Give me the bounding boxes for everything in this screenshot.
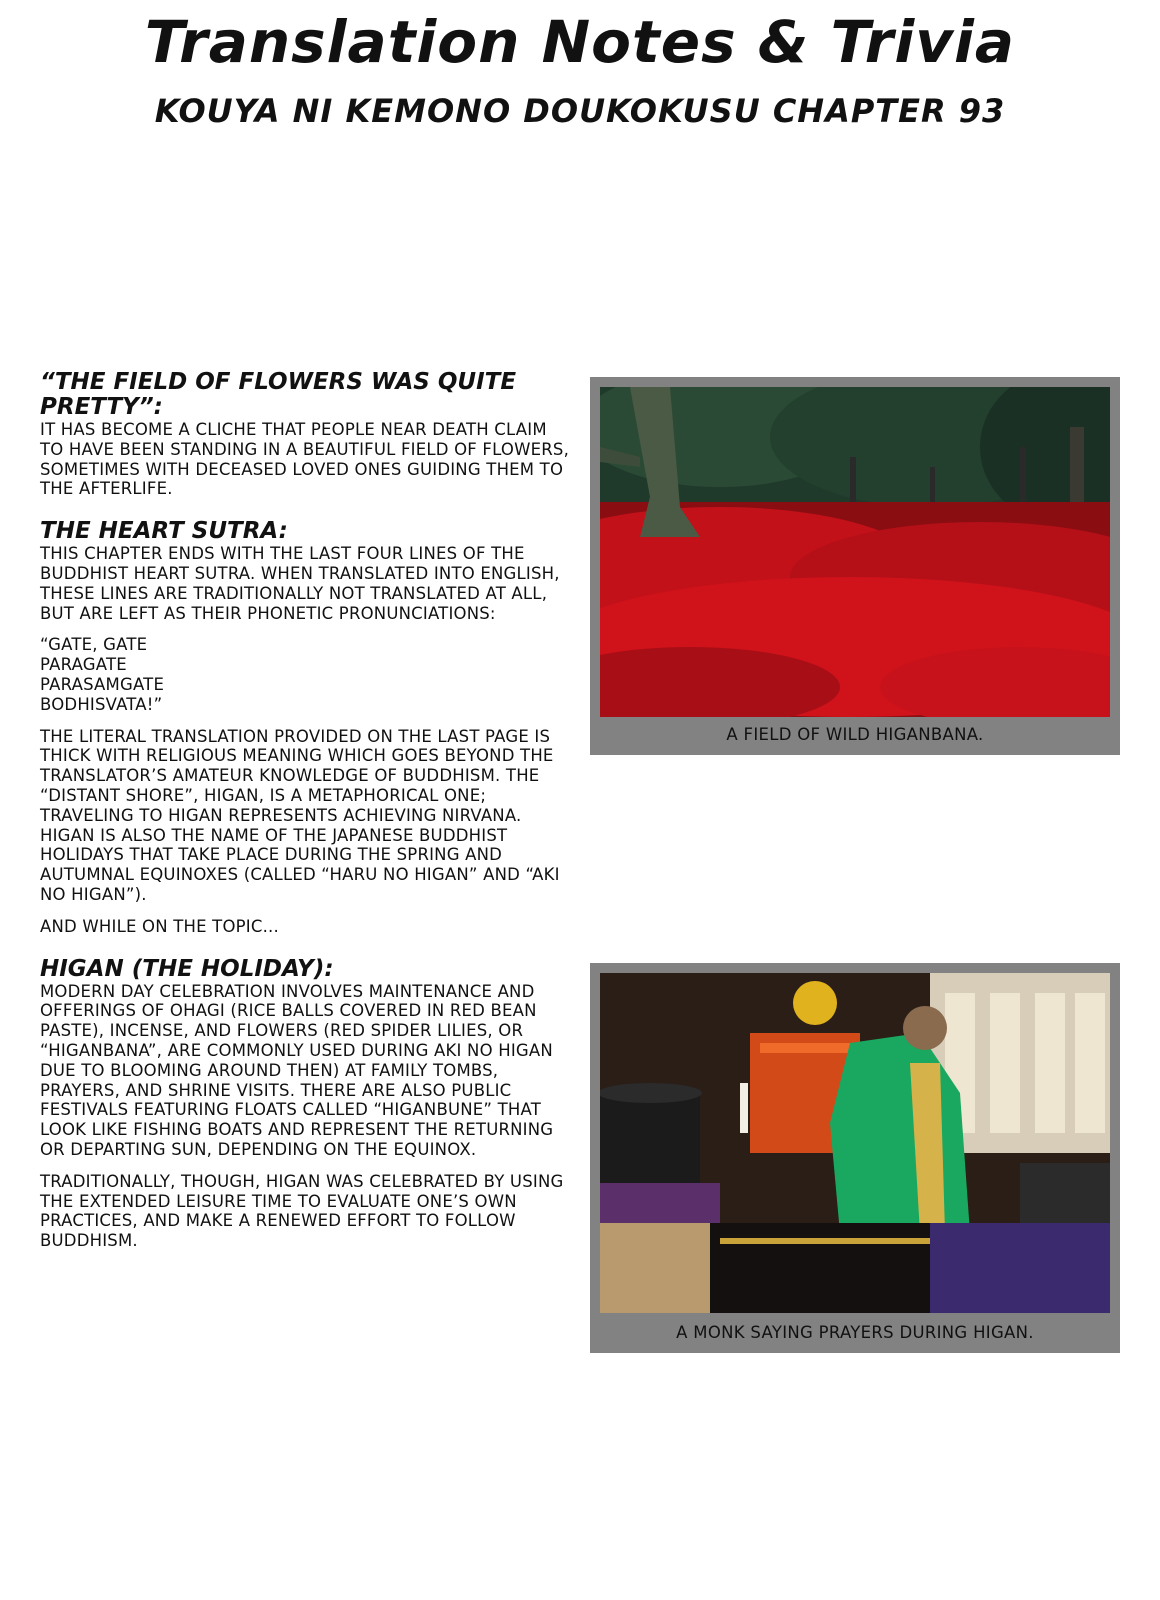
higanbana-field-photo bbox=[600, 387, 1110, 717]
verse-line: PARAGATE bbox=[40, 655, 127, 675]
figure-caption: A MONK SAYING PRAYERS DURING HIGAN. bbox=[676, 1323, 1034, 1342]
figure-higanbana-field bbox=[590, 377, 1120, 755]
notes-column bbox=[40, 370, 570, 1251]
monk-praying-photo bbox=[600, 973, 1110, 1313]
note-body-higan: MODERN DAY CELEBRATION INVOLVES MAINTENANCE AND OFFERINGS OF OHAGI (RICE BALLS COVERED IN RED BEAN PASTE), INCENSE, AND FLOWERS (RED SPIDER LILIES, OR “HIGANBANA”, ARE COMMONLY USED DURING AKI NO HIGAN DUE TO BLOOMING AROUND THEN) AT FAMILY TOMBS, PRAYERS, AND SHRINE VISITS. THERE ARE ALSO PUBLIC FESTIVALS FEATURING FLOATS CALLED “HIGANBUNE” THAT LOOK LIKE FISHING BOATS AND REPRESENT THE RETURNING OR DEPARTING SUN, DEPENDING ON THE EQUINOX. bbox=[40, 981, 554, 1159]
note-heading-higan: HIGAN (THE HOLIDAY): bbox=[40, 955, 334, 982]
figure-monk-praying bbox=[590, 963, 1120, 1353]
note-body-heart-sutra-3: AND WHILE ON THE TOPIC... bbox=[40, 916, 279, 936]
page-subtitle: KOUYA NI KEMONO DOUKOKUSU CHAPTER 93 bbox=[154, 92, 1006, 130]
note-body-field: IT HAS BECOME A CLICHE THAT PEOPLE NEAR DEATH CLAIM TO HAVE BEEN STANDING IN A BEAUTIFUL FIELD OF FLOWERS, SOMETIMES WITH DECEASED LOVED ONES GUIDING THEM TO THE AFTERLIFE. bbox=[40, 420, 570, 499]
verse-line: BODHISVATA!” bbox=[40, 694, 163, 714]
verse-line: “GATE, GATE bbox=[40, 635, 148, 655]
note-body-heart-sutra: THIS CHAPTER ENDS WITH THE LAST FOUR LINES OF THE BUDDHIST HEART SUTRA. WHEN TRANSLATED INTO ENGLISH, THESE LINES ARE TRADITIONALLY NOT TRANSLATED AT ALL, BUT ARE LEFT AS THEIR PHONETIC PRONUNCIATIONS: bbox=[40, 544, 560, 623]
verse-line: PARASAMGATE bbox=[40, 674, 165, 694]
figure-caption: A FIELD OF WILD HIGANBANA. bbox=[726, 725, 984, 744]
note-heading-field: “THE FIELD OF FLOWERS WAS QUITE PRETTY”: bbox=[40, 369, 517, 420]
page-title: Translation Notes & Trivia bbox=[144, 8, 1016, 76]
note-body-higan-2: TRADITIONALLY, THOUGH, HIGAN WAS CELEBRATED BY USING THE EXTENDED LEISURE TIME TO EVALUATE ONE’S OWN PRACTICES, AND MAKE A RENEWED EFFORT TO FOLLOW BUDDHISM. bbox=[40, 1171, 564, 1251]
note-heading-heart-sutra: THE HEART SUTRA: bbox=[40, 518, 288, 545]
note-body-heart-sutra-2: THE LITERAL TRANSLATION PROVIDED ON THE LAST PAGE IS THICK WITH RELIGIOUS MEANING WHICH GOES BEYOND THE TRANSLATOR’S AMATEUR KNOWLEDGE OF BUDDHISM. THE “DISTANT SHORE”, HIGAN, IS A METAPHORICAL ONE; TRAVELING TO HIGAN REPRESENTS ACHIEVING NIRVANA. HIGAN IS ALSO THE NAME OF THE JAPANESE BUDDHIST HOLIDAYS THAT TAKE PLACE DURING THE SPRING AND AUTUMNAL EQUINOXES (CALLED “HARU NO HIGAN” AND “AKI NO HIGAN”). bbox=[40, 726, 560, 904]
